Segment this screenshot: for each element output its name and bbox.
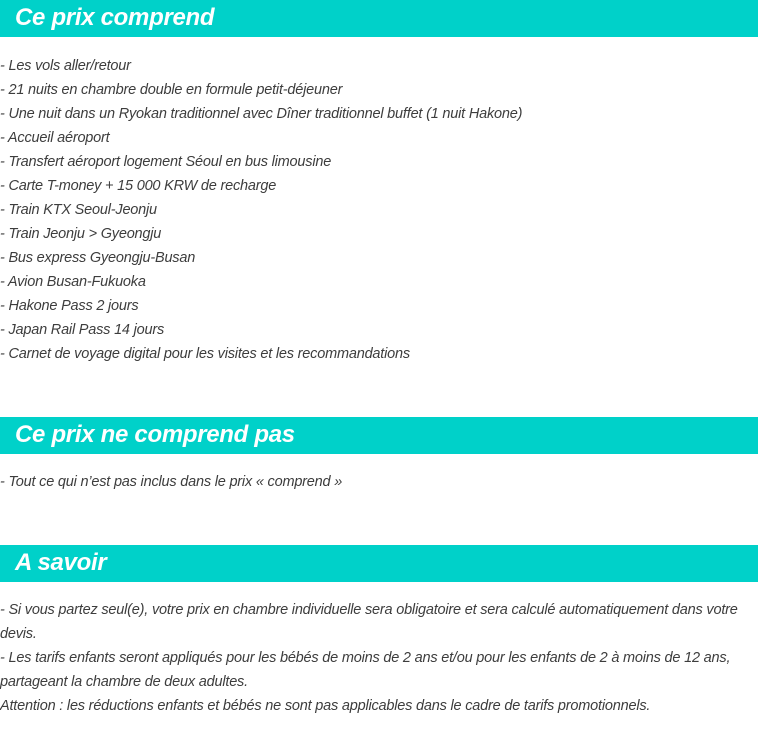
list-item: - Train KTX Seoul-Jeonju — [0, 202, 157, 218]
list-item: - Train Jeonju > Gyeongju — [0, 226, 162, 242]
section-price-excludes — [0, 417, 758, 494]
excludes-list — [0, 470, 758, 494]
list-item: - Carte T-money + 15 000 KRW de recharge — [0, 178, 277, 194]
section-good-to-know — [0, 545, 758, 718]
section-header-excludes — [0, 417, 758, 454]
know-body — [0, 598, 758, 718]
section-title: A savoir — [15, 548, 107, 576]
list-item: - Accueil aéroport — [0, 130, 110, 146]
list-item: - Une nuit dans un Ryokan traditionnel avec Dîner traditionnel buffet (1 nuit Hakone) — [0, 106, 523, 122]
includes-list — [0, 54, 758, 366]
section-title: Ce prix comprend — [15, 3, 215, 31]
info-paragraph-single-room: - Si vous partez seul(e), votre prix en chambre individuelle sera obligatoire et sera calculé automatiquement dans votre devis. — [0, 602, 738, 642]
section-title: Ce prix ne comprend pas — [15, 420, 295, 448]
section-header-includes — [0, 0, 758, 37]
list-item: - Carnet de voyage digital pour les visites et les recommandations — [0, 346, 410, 362]
list-item: - Hakone Pass 2 jours — [0, 298, 139, 314]
list-item: - Les vols aller/retour — [0, 58, 131, 74]
info-paragraph-child-rates: - Les tarifs enfants seront appliqués pour les bébés de moins de 2 ans et/ou pour les enfants de 2 à moins de 12 ans, partageant la chambre de deux adultes. — [0, 650, 731, 690]
list-item: - Bus express Gyeongju-Busan — [0, 250, 196, 266]
section-header-know — [0, 545, 758, 582]
list-item: - Transfert aéroport logement Séoul en bus limousine — [0, 154, 332, 170]
list-item: - Japan Rail Pass 14 jours — [0, 322, 165, 338]
list-item: - Avion Busan-Fukuoka — [0, 274, 146, 290]
info-paragraph-attention: Attention : les réductions enfants et bébés ne sont pas applicables dans le cadre de tarifs promotionnels. — [0, 698, 651, 714]
list-item: - 21 nuits en chambre double en formule petit-déjeuner — [0, 82, 343, 98]
list-item: - Tout ce qui n’est pas inclus dans le prix « comprend » — [0, 474, 343, 490]
